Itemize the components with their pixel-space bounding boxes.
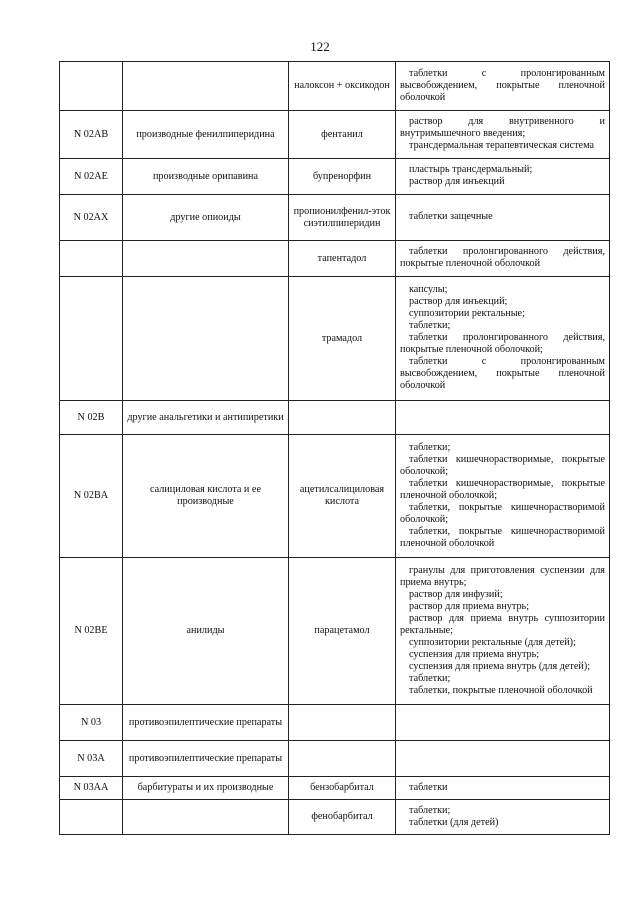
dosage-forms-cell	[396, 111, 610, 159]
atc-code-cell: N 02AX	[60, 195, 123, 241]
atc-code-cell	[60, 277, 123, 401]
drug-name-cell: трамадол	[289, 277, 396, 401]
dosage-forms-cell	[396, 241, 610, 277]
drug-name-cell: бупренорфин	[289, 159, 396, 195]
dosage-form: таблетки пролонгированного действия, покрытые пленочной оболочкой;	[400, 332, 605, 355]
dosage-forms-cell	[396, 401, 610, 435]
atc-code-cell: N 02AE	[60, 159, 123, 195]
page-number: 122	[310, 39, 330, 54]
dosage-form: таблетки;	[409, 672, 451, 684]
drug-name-cell: ацетилсалициловая кислота	[289, 435, 396, 558]
table-row	[60, 241, 610, 277]
atc-code-cell	[60, 800, 123, 835]
atc-code-cell: N 02BE	[60, 558, 123, 705]
dosage-forms-cell	[396, 435, 610, 558]
group-name-cell: анилиды	[123, 558, 289, 705]
dosage-form: таблетки, покрытые пленочной оболочкой	[409, 684, 593, 696]
group-name-cell	[123, 800, 289, 835]
table-row	[60, 62, 610, 111]
dosage-form: раствор для инфузий;	[409, 588, 503, 600]
atc-code-cell	[60, 241, 123, 277]
table-row	[60, 159, 610, 195]
dosage-form: гранулы для приготовления суспензии для приема внутрь;	[400, 564, 605, 588]
atc-code-cell: N 03A	[60, 741, 123, 777]
drug-table	[59, 61, 610, 835]
table-row	[60, 277, 610, 401]
table-row	[60, 195, 610, 241]
drug-name-cell: парацетамол	[289, 558, 396, 705]
dosage-form: таблетки;	[409, 320, 451, 331]
table-row	[60, 777, 610, 800]
group-name-cell: салициловая кислота и ее производные	[123, 435, 289, 558]
group-name-cell: противоэпилептические препараты	[123, 741, 289, 777]
group-name-cell: производные орипавина	[123, 159, 289, 195]
dosage-form: раствор для инъекций	[409, 176, 505, 187]
group-name-cell	[123, 241, 289, 277]
dosage-form: таблетки кишечнорастворимые, покрытые оболочкой;	[400, 453, 605, 477]
dosage-form: таблетки, покрытые кишечнорастворимой оболочкой;	[400, 501, 605, 525]
dosage-form: таблетки, покрытые кишечнорастворимой пленочной оболочкой	[400, 525, 605, 549]
dosage-form: таблетки кишечнорастворимые, покрытые пленочной оболочкой;	[400, 477, 605, 501]
table-row	[60, 435, 610, 558]
drug-name-cell	[289, 401, 396, 435]
dosage-form: трансдермальная терапевтическая система	[409, 140, 594, 151]
drug-name-cell: фентанил	[289, 111, 396, 159]
group-name-cell	[123, 277, 289, 401]
drug-name-cell	[289, 705, 396, 741]
dosage-forms-cell	[396, 62, 610, 111]
dosage-form: раствор для инъекций;	[409, 296, 508, 307]
group-name-cell: производные фенилпиперидина	[123, 111, 289, 159]
dosage-form: таблетки с пролонгированным высвобождением, покрытые пленочной оболочкой	[400, 67, 605, 103]
atc-code-cell	[60, 62, 123, 111]
drug-name-cell	[289, 741, 396, 777]
dosage-form: раствор для приема внутрь суппозитории ректальные;	[400, 612, 605, 636]
drug-name-cell: тапентадол	[289, 241, 396, 277]
dosage-form: таблетки (для детей)	[409, 816, 499, 828]
dosage-form: таблетки;	[409, 441, 451, 453]
atc-code-cell: N 03AA	[60, 777, 123, 800]
atc-code-cell: N 02B	[60, 401, 123, 435]
table-row	[60, 705, 610, 741]
drug-name-cell: фенобарбитал	[289, 800, 396, 835]
table-row	[60, 741, 610, 777]
dosage-form: суспензия для приема внутрь (для детей);	[409, 660, 591, 672]
table-row	[60, 111, 610, 159]
group-name-cell: другие анальгетики и антипиретики	[123, 401, 289, 435]
dosage-forms-cell	[396, 277, 610, 401]
group-name-cell: другие опиоиды	[123, 195, 289, 241]
drug-name-cell: бензобарбитал	[289, 777, 396, 800]
dosage-form: пластырь трансдермальный;	[409, 164, 533, 175]
atc-code-cell: N 02BA	[60, 435, 123, 558]
dosage-form: раствор для приема внутрь;	[409, 600, 530, 612]
dosage-form: суппозитории ректальные (для детей);	[409, 636, 576, 648]
dosage-form: таблетки пролонгированного действия, покрытые пленочной оболочкой	[400, 246, 605, 269]
drug-name-cell: налоксон + оксикодон	[289, 62, 396, 111]
dosage-form: раствор для внутривенного и внутримышечного введения;	[400, 116, 605, 139]
dosage-forms-cell	[396, 705, 610, 741]
dosage-forms-cell	[396, 195, 610, 241]
dosage-forms-cell	[396, 777, 610, 800]
table-row	[60, 558, 610, 705]
table-row	[60, 800, 610, 835]
dosage-form: таблетки	[409, 781, 448, 793]
atc-code-cell: N 02AB	[60, 111, 123, 159]
group-name-cell: барбитураты и их производные	[123, 777, 289, 800]
dosage-forms-cell	[396, 800, 610, 835]
dosage-forms-cell	[396, 159, 610, 195]
dosage-form: таблетки защечные	[409, 211, 493, 222]
dosage-forms-cell	[396, 741, 610, 777]
dosage-form: суспензия для приема внутрь;	[409, 648, 540, 660]
dosage-form: капсулы;	[409, 284, 448, 295]
dosage-form: суппозитории ректальные;	[409, 308, 525, 319]
table-row	[60, 401, 610, 435]
group-name-cell: противоэпилептические препараты	[123, 705, 289, 741]
group-name-cell	[123, 62, 289, 111]
drug-name-cell: пропионилфенил-этоксиэтилпиперидин	[289, 195, 396, 241]
dosage-forms-cell	[396, 558, 610, 705]
dosage-form: таблетки;	[409, 804, 451, 816]
dosage-form: таблетки с пролонгированным высвобождением, покрытые пленочной оболочкой	[400, 356, 605, 391]
atc-code-cell: N 03	[60, 705, 123, 741]
